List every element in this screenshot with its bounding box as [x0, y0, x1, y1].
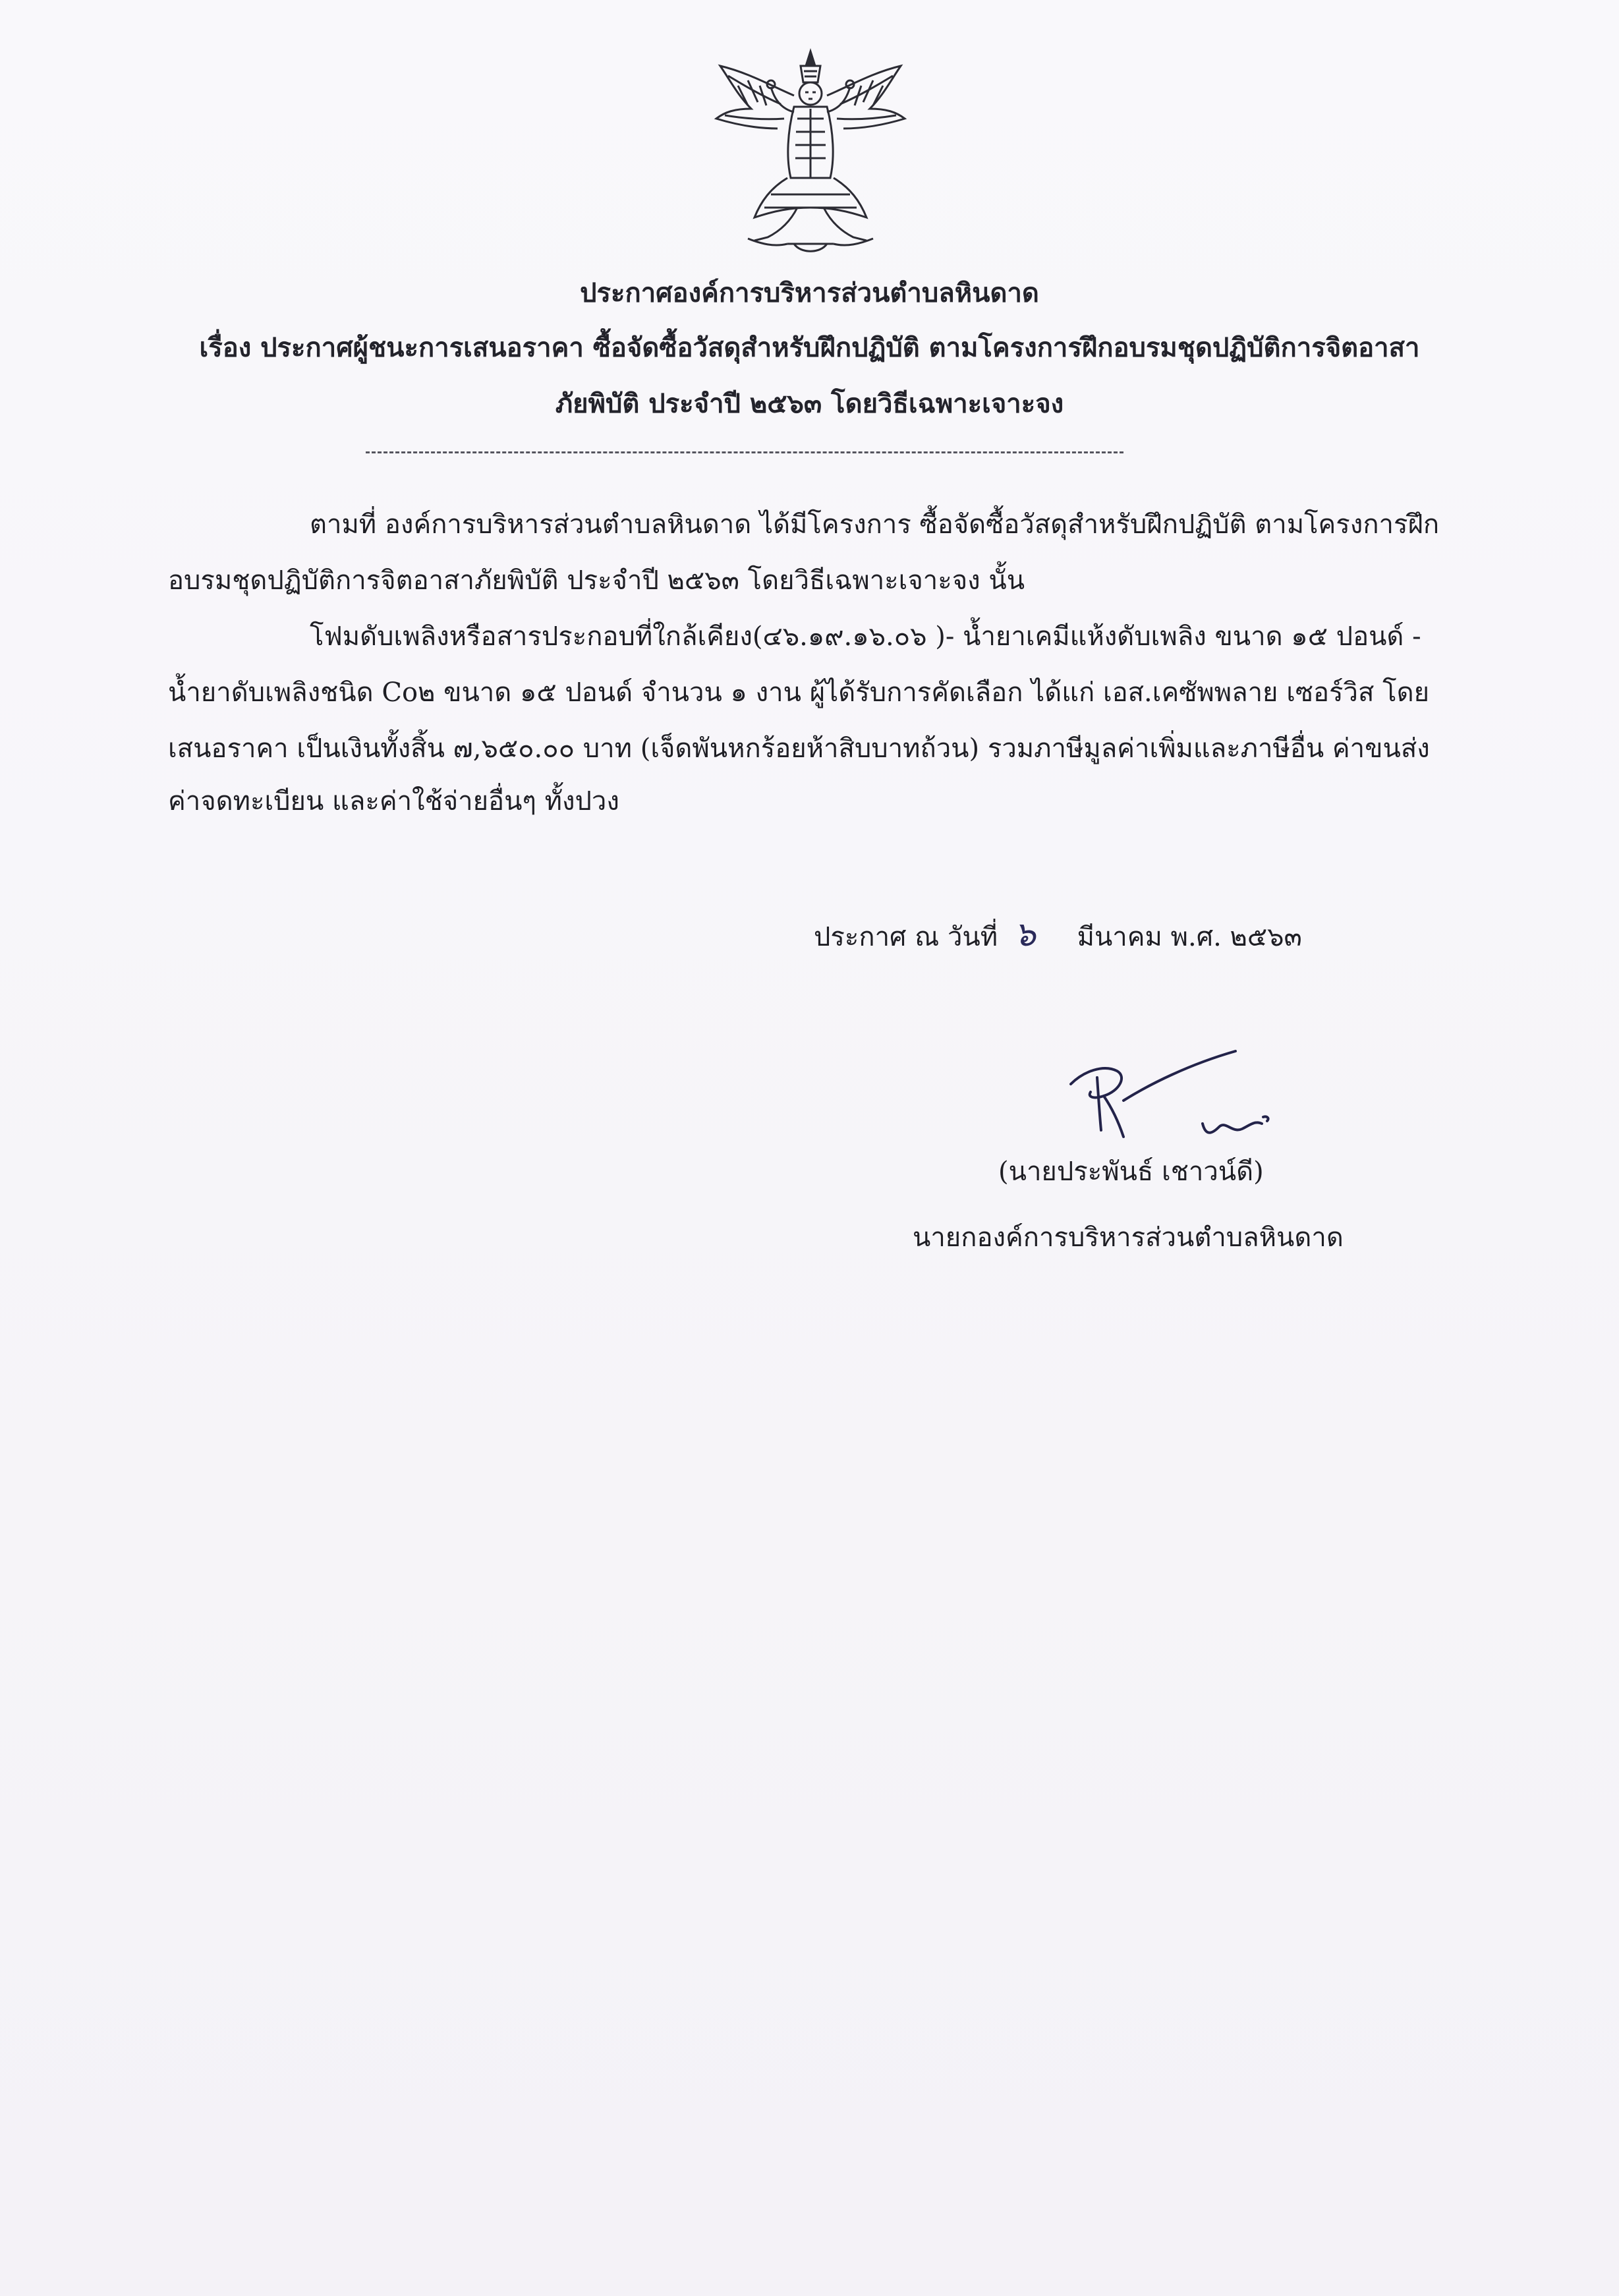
- date-day-handwritten: ๖: [1013, 915, 1036, 954]
- signer-name: (นายประพันธ์ เชาวน์ดี): [998, 1157, 1264, 1187]
- body-paragraph-1-line-2: อบรมชุดปฏิบัติการจิตอาสาภัยพิบัติ ประจำปี ๒๕๖๓ โดยวิธีเฉพาะเจาะจง นั้น: [168, 565, 1025, 596]
- body-paragraph-1-line-1: ตามที่ องค์การบริหารส่วนตำบลหินดาด ได้มีโครงการ ซื้อจัดซื้อวัสดุสำหรับฝึกปฏิบัติ ตามโครงการฝึก: [310, 509, 1440, 540]
- date-prefix: ประกาศ ณ วันที่: [814, 922, 998, 952]
- garuda-emblem-icon: [708, 46, 913, 257]
- announcement-subject-line-1: เรื่อง ประกาศผู้ชนะการเสนอราคา ซื้อจัดซื้อวัสดุสำหรับฝึกปฏิบัติ ตามโครงการฝึกอบรมชุดปฏิบัติการจิตอาสา: [199, 332, 1420, 363]
- header-divider: [366, 451, 1123, 453]
- body-paragraph-2-line-4: ค่าจดทะเบียน และค่าใช้จ่ายอื่นๆ ทั้งปวง: [168, 786, 619, 817]
- body-paragraph-2-line-3: เสนอราคา เป็นเงินทั้งสิ้น ๗,๖๕๐.๐๐ บาท (เจ็ดพันหกร้อยห้าสิบบาทถ้วน) รวมภาษีมูลค่าเพิ่มและภาษีอื่น ค่าขนส่ง: [168, 733, 1430, 764]
- announcement-org-line: ประกาศองค์การบริหารส่วนตำบลหินดาด: [580, 277, 1039, 308]
- date-month-year: มีนาคม พ.ศ. ๒๕๖๓: [1077, 922, 1302, 952]
- announcement-date: [814, 906, 1302, 961]
- body-paragraph-2-line-2: น้ำยาดับเพลิงชนิด Co๒ ขนาด ๑๕ ปอนด์ จำนวน ๑ งาน ผู้ได้รับการคัดเลือก ได้แก่ เอส.เคซัพพลาย เซอร์วิส โดย: [168, 677, 1430, 708]
- handwritten-signature: [1058, 1038, 1308, 1150]
- body-paragraph-2-line-1: โฟมดับเพลิงหรือสารประกอบที่ใกล้เคียง(๔๖.๑๙.๑๖.๐๖ )- น้ำยาเคมีแห้งดับเพลิง ขนาด ๑๕ ปอนด์ -: [310, 621, 1421, 652]
- signer-title: นายกองค์การบริหารส่วนตำบลหินดาด: [913, 1222, 1344, 1253]
- announcement-subject-line-2: ภัยพิบัติ ประจำปี ๒๕๖๓ โดยวิธีเฉพาะเจาะจง: [555, 388, 1064, 419]
